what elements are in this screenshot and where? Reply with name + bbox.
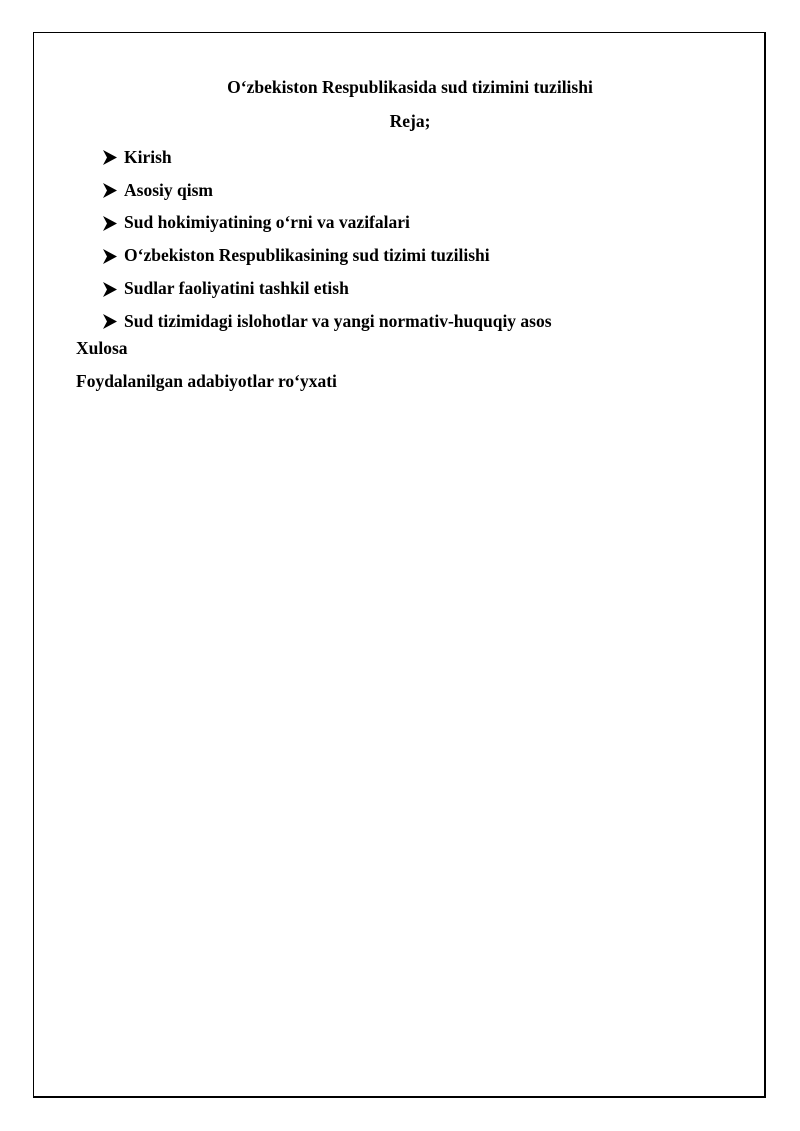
list-item xyxy=(100,272,552,305)
plan-heading: Reja; xyxy=(389,111,431,131)
plan-item-label: Sudlar faoliyatini tashkil etish xyxy=(124,278,349,299)
arrow-bullet-icon xyxy=(100,278,124,300)
list-item xyxy=(100,141,552,174)
plan-list xyxy=(100,141,552,338)
list-item xyxy=(100,305,552,338)
arrow-bullet-icon xyxy=(100,179,124,201)
list-item xyxy=(100,239,552,272)
list-item xyxy=(100,174,552,207)
arrow-bullet-icon xyxy=(100,245,124,267)
plan-item-label: O‘zbekiston Respublikasining sud tizimi tuzilishi xyxy=(124,245,490,266)
plan-item-label: Asosiy qism xyxy=(124,179,213,200)
references-heading: Foydalanilgan adabiyotlar ro‘yxati xyxy=(76,371,337,391)
plan-item-label: Sud tizimidagi islohotlar va yangi normativ-huquqiy asos xyxy=(124,310,552,331)
arrow-bullet-icon xyxy=(100,212,124,234)
document-title: O‘zbekiston Respublikasida sud tizimini tuzilishi xyxy=(227,77,593,97)
arrow-bullet-icon xyxy=(100,310,124,332)
list-item xyxy=(100,207,552,240)
arrow-bullet-icon xyxy=(100,146,124,168)
plan-item-label: Sud hokimiyatining o‘rni va vazifalari xyxy=(124,212,410,233)
plan-item-label: Kirish xyxy=(124,146,172,167)
conclusion-heading: Xulosa xyxy=(76,338,128,358)
